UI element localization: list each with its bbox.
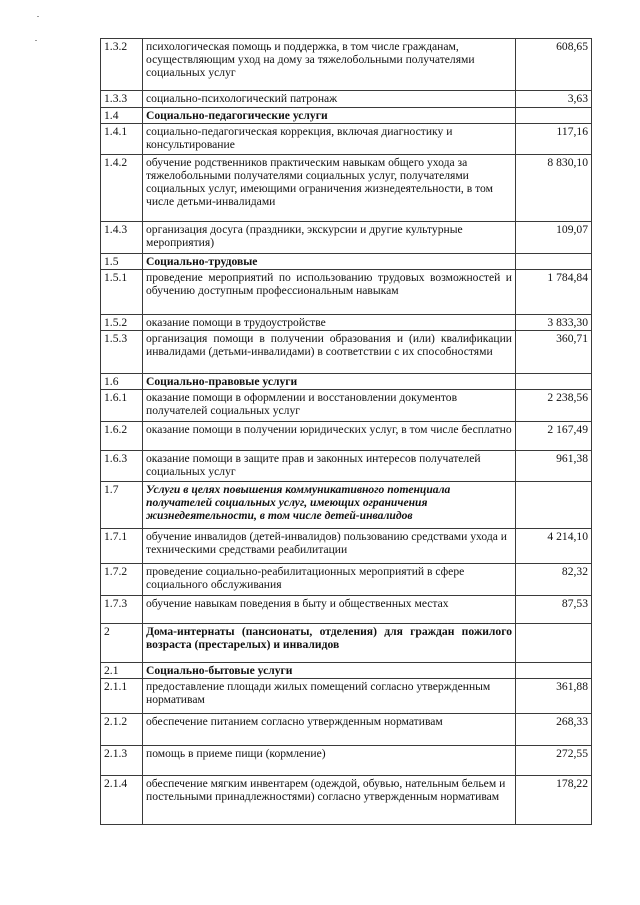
row-code: 2.1.1 bbox=[101, 679, 143, 714]
row-service-name: проведение мероприятий по использованию трудовых возможностей и обучению доступным профессиональным навыкам bbox=[143, 270, 516, 315]
table-row bbox=[101, 254, 592, 270]
row-code: 1.3.3 bbox=[101, 91, 143, 108]
row-service-name: Социально-трудовые bbox=[143, 254, 516, 270]
row-service-name: социально-психологический патронаж bbox=[143, 91, 516, 108]
row-code: 1.6 bbox=[101, 374, 143, 390]
row-price: 82,32 bbox=[516, 564, 592, 596]
row-service-name: оказание помощи в оформлении и восстановлении документов получателей социальных услуг bbox=[143, 390, 516, 422]
row-code: 1.4.3 bbox=[101, 222, 143, 254]
row-price bbox=[516, 482, 592, 529]
row-service-name: обучение инвалидов (детей-инвалидов) пользованию средствами ухода и техническими средствами реабилитации bbox=[143, 529, 516, 564]
table-row bbox=[101, 390, 592, 422]
row-code: 1.4.2 bbox=[101, 155, 143, 222]
row-price: 2 167,49 bbox=[516, 422, 592, 451]
table-row bbox=[101, 422, 592, 451]
table-row bbox=[101, 714, 592, 746]
tariff-table bbox=[100, 38, 592, 825]
row-code: 1.4 bbox=[101, 108, 143, 124]
row-price: 268,33 bbox=[516, 714, 592, 746]
row-code: 1.6.3 bbox=[101, 451, 143, 482]
row-code: 1.7.2 bbox=[101, 564, 143, 596]
table-row bbox=[101, 746, 592, 776]
row-price bbox=[516, 374, 592, 390]
row-code: 2 bbox=[101, 624, 143, 663]
table-row bbox=[101, 451, 592, 482]
table-row bbox=[101, 596, 592, 624]
table-row bbox=[101, 482, 592, 529]
row-price: 361,88 bbox=[516, 679, 592, 714]
row-service-name: социально-педагогическая коррекция, включая диагностику и консультирование bbox=[143, 124, 516, 155]
row-code: 1.6.2 bbox=[101, 422, 143, 451]
table-row bbox=[101, 529, 592, 564]
row-price: 3,63 bbox=[516, 91, 592, 108]
row-service-name: Дома-интернаты (пансионаты, отделения) для граждан пожилого возраста (престарелых) и инвалидов bbox=[143, 624, 516, 663]
row-code: 2.1.4 bbox=[101, 776, 143, 825]
row-price: 2 238,56 bbox=[516, 390, 592, 422]
row-service-name: оказание помощи в получении юридических услуг, в том числе бесплатно bbox=[143, 422, 516, 451]
row-price: 109,07 bbox=[516, 222, 592, 254]
row-code: 2.1 bbox=[101, 663, 143, 679]
table-row bbox=[101, 91, 592, 108]
row-price: 3 833,30 bbox=[516, 315, 592, 331]
row-service-name: обучение навыкам поведения в быту и общественных местах bbox=[143, 596, 516, 624]
row-code: 1.5.3 bbox=[101, 331, 143, 374]
row-price: 87,53 bbox=[516, 596, 592, 624]
table-row bbox=[101, 39, 592, 91]
row-code: 2.1.2 bbox=[101, 714, 143, 746]
row-price: 8 830,10 bbox=[516, 155, 592, 222]
table-row bbox=[101, 624, 592, 663]
row-price bbox=[516, 624, 592, 663]
row-code: 1.6.1 bbox=[101, 390, 143, 422]
row-price: 1 784,84 bbox=[516, 270, 592, 315]
row-service-name: психологическая помощь и поддержка, в том числе гражданам, осуществляющим уход на дому за тяжелобольными получателями социальных услуг bbox=[143, 39, 516, 91]
row-code: 1.7.1 bbox=[101, 529, 143, 564]
row-price bbox=[516, 254, 592, 270]
row-code: 1.5 bbox=[101, 254, 143, 270]
table-row bbox=[101, 108, 592, 124]
row-code: 1.5.2 bbox=[101, 315, 143, 331]
table-row bbox=[101, 222, 592, 254]
row-service-name: помощь в приеме пищи (кормление) bbox=[143, 746, 516, 776]
row-code: 2.1.3 bbox=[101, 746, 143, 776]
row-price: 178,22 bbox=[516, 776, 592, 825]
row-service-name: предоставление площади жилых помещений согласно утвержденным нормативам bbox=[143, 679, 516, 714]
row-price bbox=[516, 663, 592, 679]
row-price: 961,38 bbox=[516, 451, 592, 482]
table-row bbox=[101, 124, 592, 155]
table-row bbox=[101, 564, 592, 596]
row-price bbox=[516, 108, 592, 124]
row-code: 1.7 bbox=[101, 482, 143, 529]
row-service-name: Социально-бытовые услуги bbox=[143, 663, 516, 679]
row-service-name: Услуги в целях повышения коммуникативного потенциала получателей социальных услуг, имеющих ограничения жизнедеятельности, в том числе детей-инвалидов bbox=[143, 482, 516, 529]
row-service-name: Социально-педагогические услуги bbox=[143, 108, 516, 124]
row-service-name: обеспечение мягким инвентарем (одеждой, обувью, нательным бельем и постельными принадлежностями) согласно утвержденным нормативам bbox=[143, 776, 516, 825]
table-row bbox=[101, 270, 592, 315]
row-service-name: оказание помощи в защите прав и законных интересов получателей социальных услуг bbox=[143, 451, 516, 482]
row-code: 1.5.1 bbox=[101, 270, 143, 315]
row-service-name: организация помощи в получении образования и (или) квалификации инвалидами (детьми-инвалидами) в соответствии с их способностями bbox=[143, 331, 516, 374]
row-price: 608,65 bbox=[516, 39, 592, 91]
table-row bbox=[101, 331, 592, 374]
scan-speck bbox=[37, 16, 39, 17]
row-service-name: обеспечение питанием согласно утвержденным нормативам bbox=[143, 714, 516, 746]
row-price: 4 214,10 bbox=[516, 529, 592, 564]
row-price: 117,16 bbox=[516, 124, 592, 155]
row-service-name: обучение родственников практическим навыкам общего ухода за тяжелобольными получателями социальных услуг, получателями социальных услуг, имеющими ограничения жизнедеятельности, в том числе детьми-инвалидами bbox=[143, 155, 516, 222]
table-row bbox=[101, 663, 592, 679]
table-row bbox=[101, 776, 592, 825]
row-code: 1.7.3 bbox=[101, 596, 143, 624]
row-service-name: организация досуга (праздники, экскурсии и другие культурные мероприятия) bbox=[143, 222, 516, 254]
row-service-name: проведение социально-реабилитационных мероприятий в сфере социального обслуживания bbox=[143, 564, 516, 596]
table-row bbox=[101, 315, 592, 331]
table-row bbox=[101, 679, 592, 714]
row-price: 272,55 bbox=[516, 746, 592, 776]
row-service-name: оказание помощи в трудоустройстве bbox=[143, 315, 516, 331]
row-service-name: Социально-правовые услуги bbox=[143, 374, 516, 390]
table-row bbox=[101, 155, 592, 222]
row-code: 1.3.2 bbox=[101, 39, 143, 91]
row-price: 360,71 bbox=[516, 331, 592, 374]
tariff-table-body bbox=[101, 39, 592, 825]
table-row bbox=[101, 374, 592, 390]
row-code: 1.4.1 bbox=[101, 124, 143, 155]
scan-speck bbox=[35, 40, 37, 41]
